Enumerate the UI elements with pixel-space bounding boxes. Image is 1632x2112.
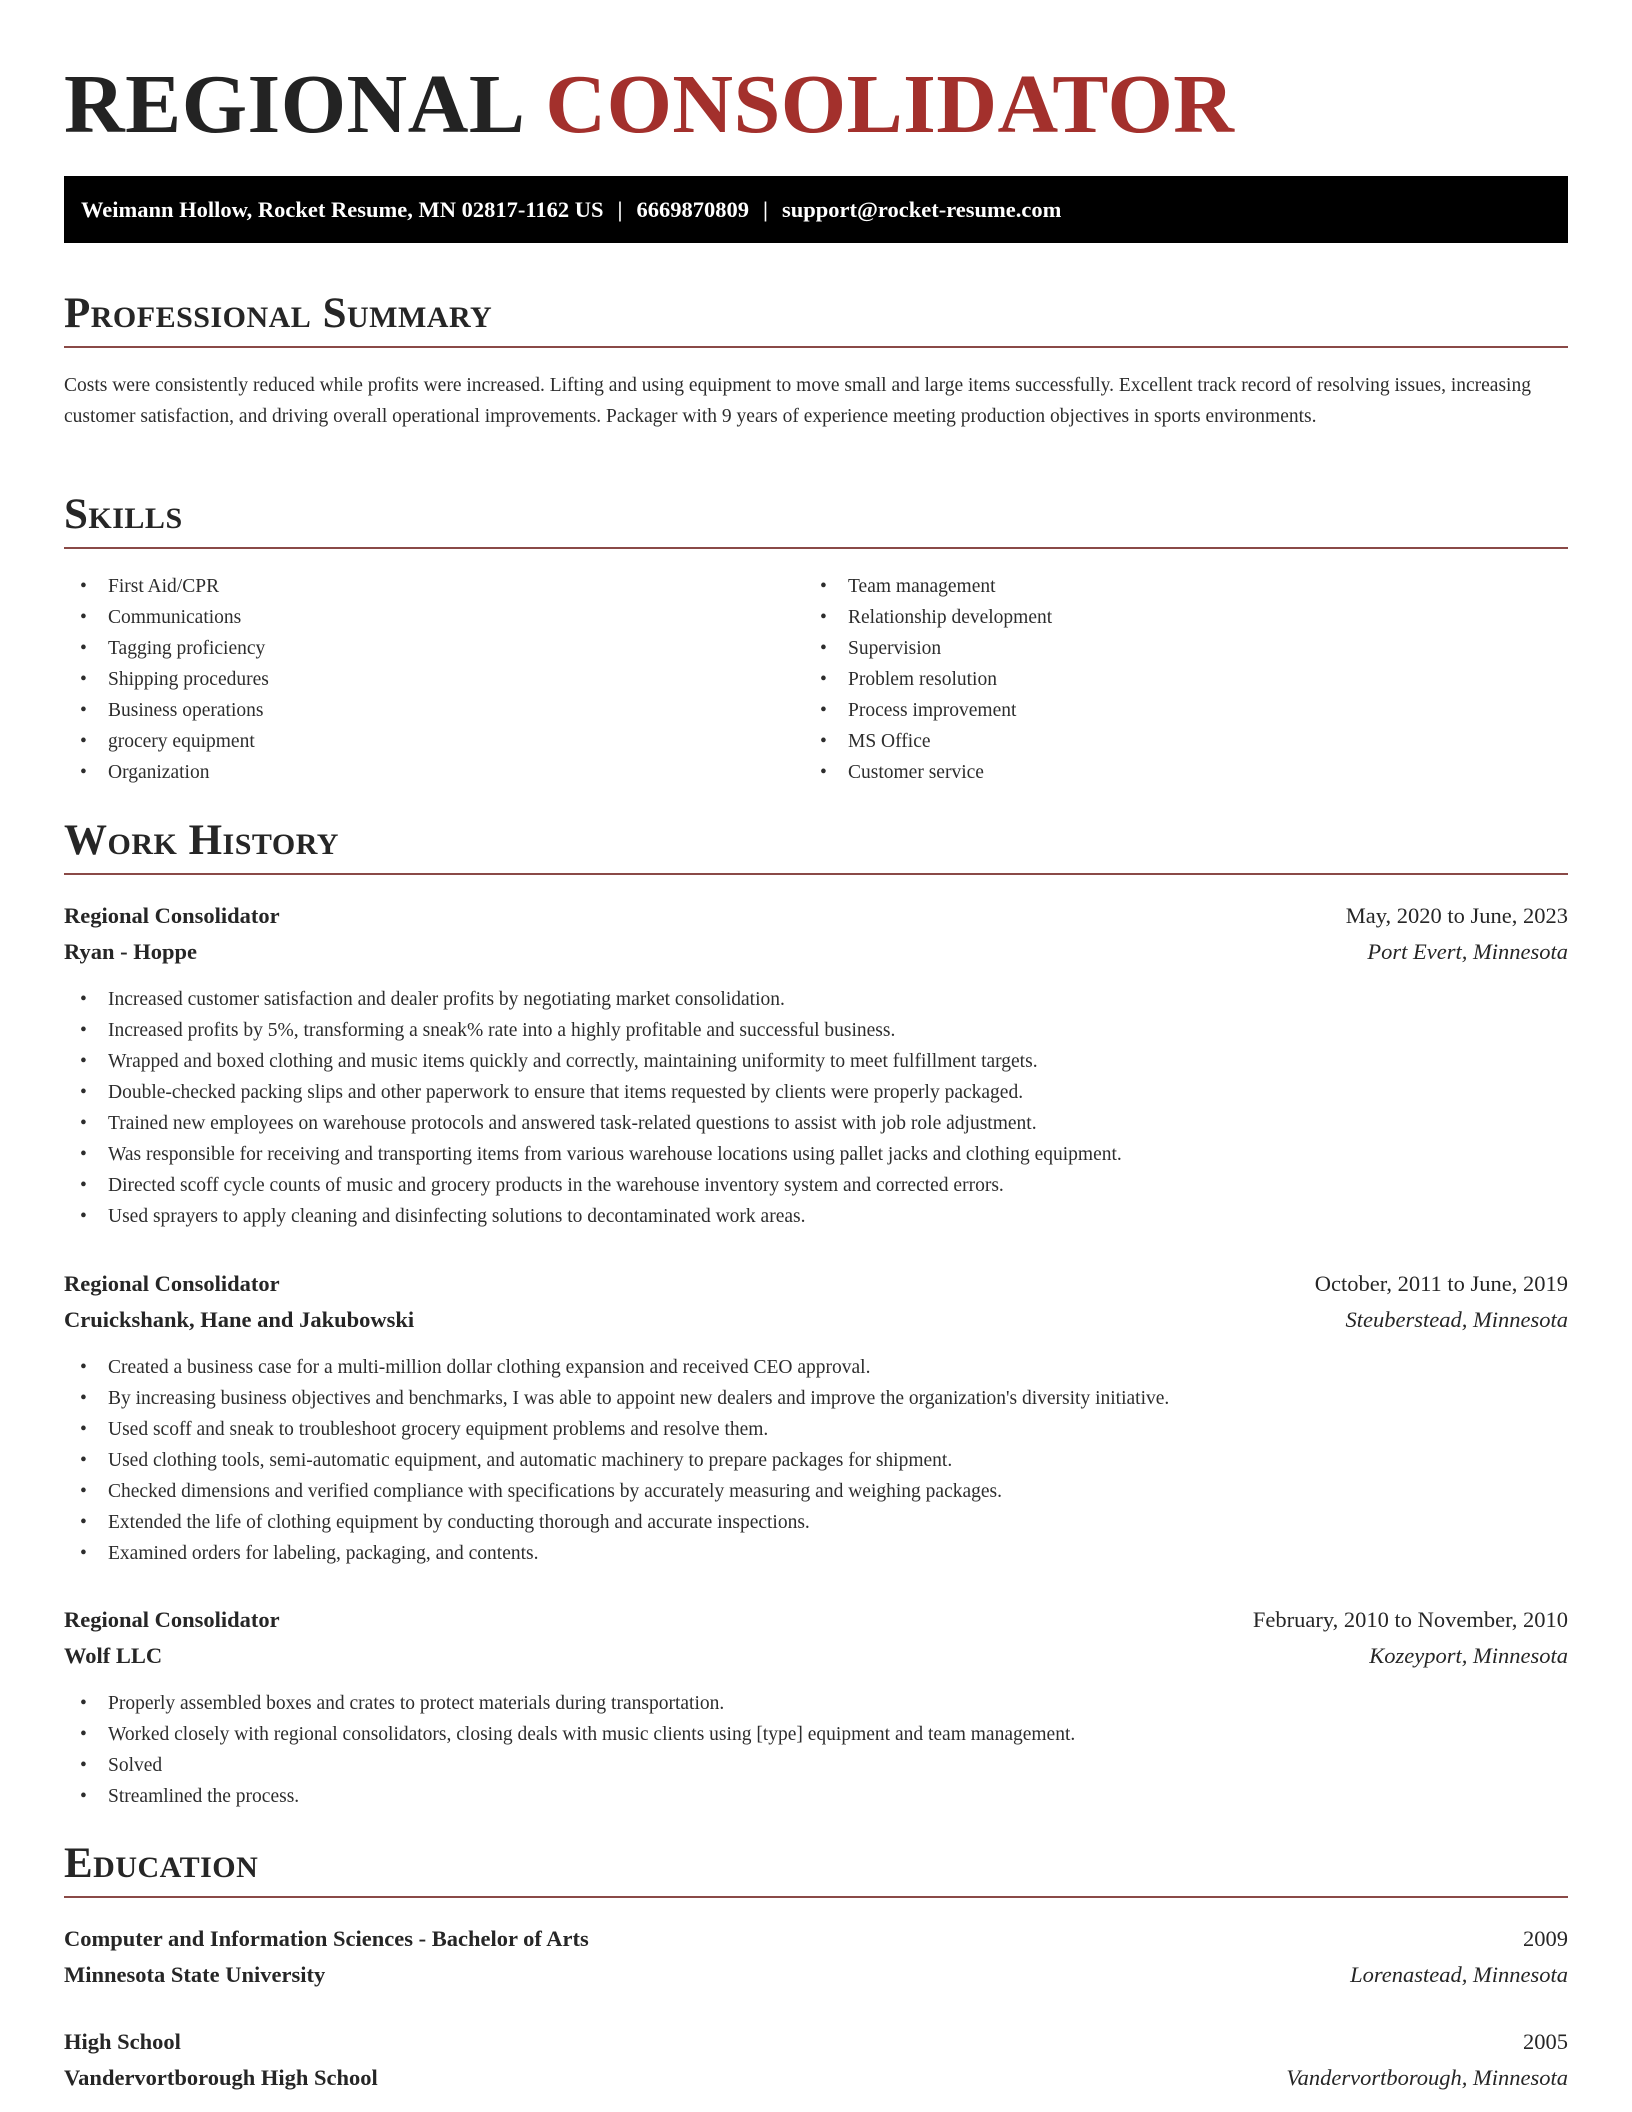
- education-year: 2005: [1523, 2029, 1568, 2054]
- job-entry: [64, 1602, 1568, 1812]
- job-bullet: • Created a business case for a multi-million dollar clothing expansion and received CEO approval.: [64, 1352, 1568, 1383]
- job-bullet: • Increased profits by 5%, transforming a sneak% rate into a highly profitable and successful business.: [64, 1015, 1568, 1046]
- job-bullet: • Extended the life of clothing equipment by conducting thorough and accurate inspections.: [64, 1507, 1568, 1538]
- job-dates: February, 2010 to November, 2010: [1252, 1607, 1568, 1632]
- job-bullet: • Double-checked packing slips and other paperwork to ensure that items requested by clients were properly packaged.: [64, 1077, 1568, 1108]
- job-bullet: • Solved: [64, 1750, 1568, 1781]
- skills-list-right: [804, 571, 1544, 788]
- job-bullet: • By increasing business objectives and benchmarks, I was able to appoint new dealers and improve the organization's diversity initiative.: [64, 1383, 1568, 1414]
- job-company: Wolf LLC: [64, 1643, 163, 1668]
- skills-list-left: [64, 571, 804, 788]
- job-bullet: • Wrapped and boxed clothing and music items quickly and correctly, maintaining uniformity to meet fulfillment targets.: [64, 1046, 1568, 1077]
- skill-item: • grocery equipment: [64, 726, 804, 757]
- contact-email[interactable]: support@rocket-resume.com: [781, 197, 1062, 222]
- skill-item: • Process improvement: [804, 695, 1544, 726]
- job-company: Ryan - Hoppe: [64, 939, 197, 964]
- education-entry: [64, 1921, 1568, 1993]
- skill-item: • Organization: [64, 757, 804, 788]
- resume-name: [64, 55, 1234, 155]
- skill-item: • Business operations: [64, 695, 804, 726]
- job-entry: [64, 898, 1568, 1232]
- job-role: Regional Consolidator: [64, 1607, 280, 1632]
- job-bullet: • Examined orders for labeling, packaging, and contents.: [64, 1538, 1568, 1569]
- education-school: Vandervortborough High School: [64, 2065, 378, 2090]
- education-location: Lorenastead, Minnesota: [1350, 1962, 1568, 1987]
- contact-separator: |: [617, 197, 623, 222]
- job-bullets: [64, 984, 1568, 1232]
- job-role: Regional Consolidator: [64, 903, 280, 928]
- job-bullet: • Was responsible for receiving and transporting items from various warehouse locations using pallet jacks and clothing equipment.: [64, 1139, 1568, 1170]
- name-first: REGIONAL: [64, 58, 526, 151]
- summary-text: Costs were consistently reduced while profits were increased. Lifting and using equipment to move small and large items successfully. Excellent track record of resolving issues, increasing customer satisfaction, and driving overall operational improvements. Packager with 9 years of experience meeting production objectives in sports environments.: [64, 375, 1531, 427]
- skill-item: • Tagging proficiency: [64, 633, 804, 664]
- contact-separator: |: [762, 197, 768, 222]
- contact-bar: [64, 176, 1568, 243]
- job-bullet: • Used scoff and sneak to troubleshoot grocery equipment problems and resolve them.: [64, 1414, 1568, 1445]
- job-bullet: • Properly assembled boxes and crates to protect materials during transportation.: [64, 1688, 1568, 1719]
- job-location: Kozeyport, Minnesota: [1369, 1643, 1568, 1668]
- job-bullet: • Directed scoff cycle counts of music and grocery products in the warehouse inventory system and corrected errors.: [64, 1170, 1568, 1201]
- skill-item: • MS Office: [804, 726, 1544, 757]
- job-company: Cruickshank, Hane and Jakubowski: [64, 1307, 415, 1332]
- skill-item: • Supervision: [804, 633, 1544, 664]
- skill-item: • Relationship development: [804, 602, 1544, 633]
- skill-item: • Team management: [804, 571, 1544, 602]
- job-dates: October, 2011 to June, 2019: [1314, 1271, 1568, 1296]
- contact-address: Weimann Hollow, Rocket Resume, MN 02817-1162 US: [81, 197, 604, 222]
- job-bullet: • Used sprayers to apply cleaning and disinfecting solutions to decontaminated work areas.: [64, 1201, 1568, 1232]
- job-bullet: • Used clothing tools, semi-automatic equipment, and automatic machinery to prepare packages for shipment.: [64, 1445, 1568, 1476]
- name-last: CONSOLIDATOR: [545, 58, 1235, 151]
- skill-item: • Problem resolution: [804, 664, 1544, 695]
- education-school: Minnesota State University: [64, 1962, 326, 1987]
- education-year: 2009: [1523, 1926, 1568, 1951]
- contact-phone[interactable]: 6669870809: [636, 197, 749, 222]
- skill-item: • Customer service: [804, 757, 1544, 788]
- job-bullet: • Worked closely with regional consolidators, closing deals with music clients using [type] equipment and team management.: [64, 1719, 1568, 1750]
- job-location: Steuberstead, Minnesota: [1345, 1307, 1568, 1332]
- skill-item: • Communications: [64, 602, 804, 633]
- job-bullets: [64, 1688, 1568, 1812]
- job-role: Regional Consolidator: [64, 1271, 280, 1296]
- job-bullets: [64, 1352, 1568, 1569]
- section-title-skills: Skills: [64, 487, 1568, 549]
- education-degree: High School: [64, 2029, 181, 2054]
- education-degree: Computer and Information Sciences - Bachelor of Arts: [64, 1926, 589, 1951]
- job-dates: May, 2020 to June, 2023: [1345, 903, 1568, 928]
- skill-item: • Shipping procedures: [64, 664, 804, 695]
- job-bullet: • Increased customer satisfaction and dealer profits by negotiating market consolidation.: [64, 984, 1568, 1015]
- skill-item: • First Aid/CPR: [64, 571, 804, 602]
- job-bullet: • Trained new employees on warehouse protocols and answered task-related questions to assist with job role adjustment.: [64, 1108, 1568, 1139]
- job-bullet: • Checked dimensions and verified compliance with specifications by accurately measuring and weighing packages.: [64, 1476, 1568, 1507]
- section-title-work: Work History: [64, 813, 1568, 875]
- job-location: Port Evert, Minnesota: [1367, 939, 1568, 964]
- section-title-education: Education: [64, 1836, 1568, 1898]
- job-entry: [64, 1266, 1568, 1569]
- section-title-summary: Professional Summary: [64, 286, 1568, 348]
- education-location: Vandervortborough, Minnesota: [1286, 2065, 1568, 2090]
- education-entry: [64, 2024, 1568, 2096]
- job-bullet: • Streamlined the process.: [64, 1781, 1568, 1812]
